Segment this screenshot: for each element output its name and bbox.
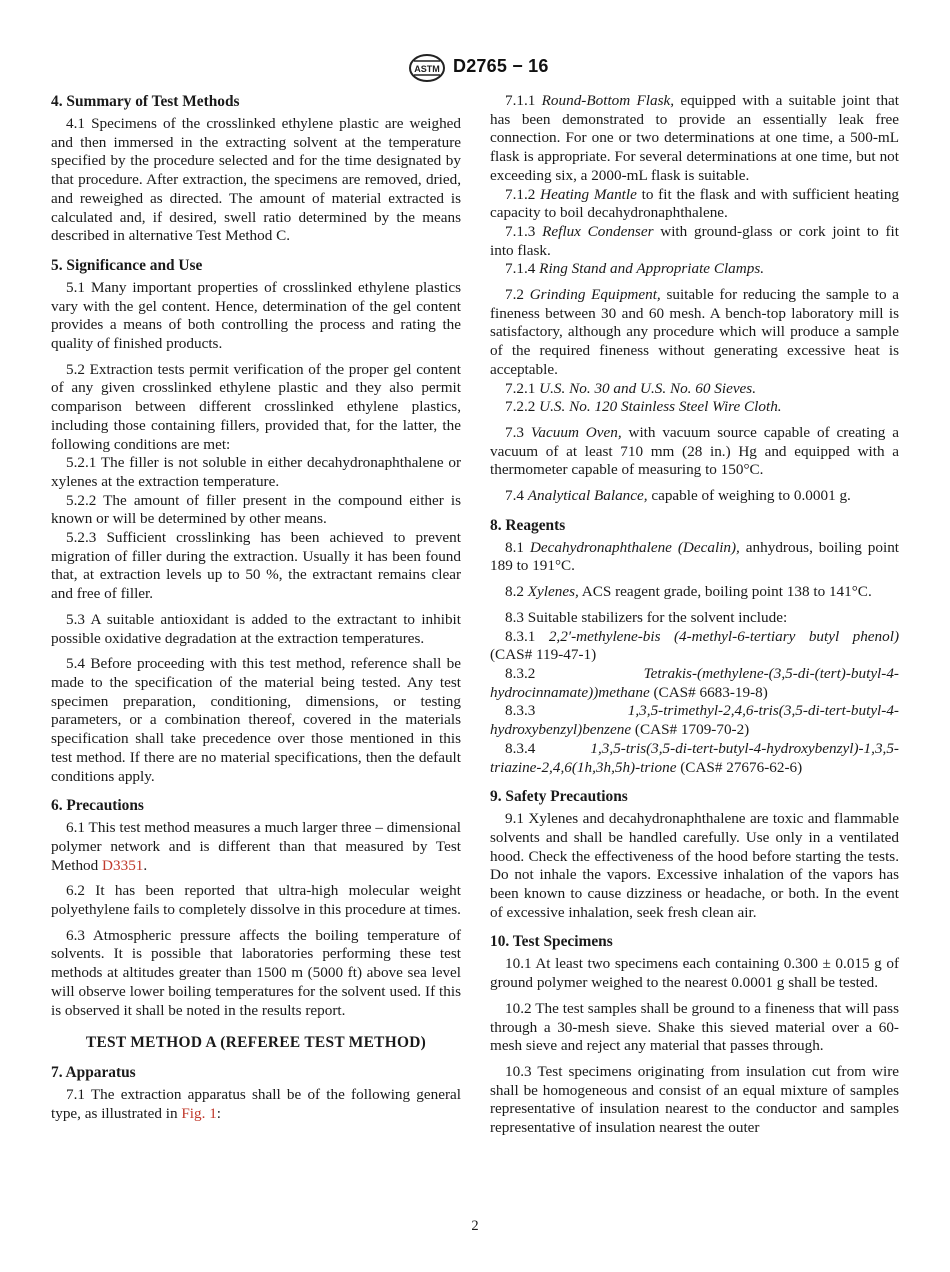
left-column [51, 92, 461, 1124]
paragraph-10-2: 10.2 The test samples shall be ground to a fineness that will pass through a 30-mesh sieve. Shake this sieved material over a 60-mesh sieve and reject any material that passes through. [490, 999, 899, 1055]
paragraph-7-2: 7.2 Grinding Equipment, suitable for reducing the sample to a fineness between 30 and 60 mesh. A bench-top laboratory mill is satisfactory, although any procedure which will produce a sample of the required fineness without generating excessive heat is acceptable. [490, 286, 899, 378]
paragraph-7-2-2: 7.2.2 U.S. No. 120 Stainless Steel Wire Cloth. [505, 398, 782, 416]
page-header [0, 52, 950, 86]
link-d3351[interactable]: D3351 [102, 856, 144, 874]
paragraph-7-2-1: 7.2.1 U.S. No. 30 and U.S. No. 60 Sieves. [505, 379, 757, 397]
astm-logo-icon [408, 53, 446, 83]
paragraph-8-2: 8.2 Xylenes, ACS reagent grade, boiling point 138 to 141°C. [505, 583, 872, 601]
paragraph-5-2-1: 5.2.1 The filler is not soluble in either decahydronaphthalene or xylenes at the extraction temperature. [51, 454, 461, 490]
paragraph-7-3: 7.3 Vacuum Oven, with vacuum source capable of creating a vacuum of at least 710 mm (28 in.) Hg and equipped with a thermometer capable of measuring to 150°C. [490, 423, 899, 479]
paragraph-5-2-2: 5.2.2 The amount of filler present in the compound either is known or will be determined by other means. [51, 491, 461, 528]
section-4-title: 4. Summary of Test Methods [51, 93, 240, 110]
paragraph-5-2: 5.2 Extraction tests permit verification of the proper gel content of any given crosslinked ethylene plastic and they also permit comparison between different crosslinked ethylene plastics, including those containing fillers, provided that, for the latter, the following conditions are met: [51, 360, 461, 453]
logo-text: ASTM [414, 64, 440, 74]
paragraph-4-1: 4.1 Specimens of the crosslinked ethylene plastic are weighed and then immersed in the extracting solvent at the temperature specified by the procedure selected and for the time designated by that procedure. After extraction, the specimens are removed, dried, and reweighed as directed. The amount of material extracted is calculated and, if desired, swell ratio determined by the means described in alternative Test Method C. [51, 115, 461, 245]
document-designation: D2765 − 16 [453, 56, 549, 76]
paragraph-8-3-3: 8.3.3 1,3,5-trimethyl-2,4,6-tris(3,5-di-tert-butyl-4-hydroxybenzyl)benzene (CAS# 1709-70-2) [490, 702, 899, 739]
paragraph-8-1: 8.1 Decahydronaphthalene (Decalin), anhydrous, boiling point 189 to 191°C. [490, 538, 900, 575]
paragraph-7-1-1: 7.1.1 Round-Bottom Flask, equipped with a suitable joint that has been demonstrated to provide an essentially leak free connection. For one or two determinations at one time, a 500-mL flask is appropriate. For several determinations at one time, but not exceeding six, a 2000-mL flask is suitable. [490, 92, 899, 184]
page-number: 2 [471, 1218, 479, 1234]
paragraph-5-1: 5.1 Many important properties of crosslinked ethylene plastics vary with the gel content. Hence, determination of the gel content provides a means of both controlling the process and rating the quality of finished products. [51, 278, 461, 353]
paragraph-7-4: 7.4 Analytical Balance, capable of weighing to 0.0001 g. [505, 487, 851, 505]
paragraph-5-3: 5.3 A suitable antioxidant is added to the extractant to inhibit possible oxidative degradation at the extraction temperatures. [51, 610, 461, 647]
paragraph-8-3: 8.3 Suitable stabilizers for the solvent include: [505, 608, 788, 626]
paragraph-8-3-2: 8.3.2 Tetrakis-(methylene-(3,5-di-(tert)-butyl-4-hydrocinnamate))methane (CAS# 6683-19-8) [490, 664, 899, 701]
section-6-title: 6. Precautions [51, 797, 144, 815]
link-fig-1[interactable]: Fig. 1 [181, 1104, 217, 1122]
right-column [490, 92, 899, 1138]
paragraph-6-3: 6.3 Atmospheric pressure affects the boiling temperature of solvents. It is possible that laboratories performing these test methods at altitudes greater than 1500 m (5000 ft) above sea level will observe lower boiling temperatures for the solvent used. If this is observed it shall be noted in the results report. [51, 926, 461, 1019]
paragraph-6-2: 6.2 It has been reported that ultra-high molecular weight polyethylene fails to completely dissolve in this procedure at times. [51, 882, 461, 919]
paragraph-7-1-2: 7.1.2 Heating Mantle to fit the flask and with sufficient heating capacity to boil decahydronaphthalene. [490, 185, 900, 222]
paragraph-10-3: 10.3 Test specimens originating from insulation cut from wire shall be homogeneous and consist of an equal mixture of samples representative of insulation nearest to the conductor and samples representative of insulation nearest the outer [490, 1062, 899, 1137]
paragraph-6-1: 6.1 This test method measures a much larger three – dimensional polymer network and is different than that measured by Test Method D3351. [51, 819, 461, 874]
paragraph-9-1: 9.1 Xylenes and decahydronaphthalene are toxic and flammable solvents and shall be handled carefully. Use only in a ventilated hood. Check the effectiveness of the hood before starting the tests. Do not inhale the vapors. Excessive inhalation of the vapors has been known to cause dizziness or headache, or both. In the event of excessive inhalation, seek fresh clean air. [490, 810, 899, 921]
paragraph-7-1: 7.1 The extraction apparatus shall be of the following general type, as illustrated in Fig. 1: [51, 1086, 461, 1122]
paragraph-8-3-4: 8.3.4 1,3,5-tris(3,5-di-tert-butyl-4-hydroxybenzyl)-1,3,5-triazine-2,4,6(1h,3h,5h)-trione (CAS# 27676-62-6) [490, 739, 899, 776]
paragraph-8-3-1: 8.3.1 2,2′-methylene-bis (4-methyl-6-tertiary butyl phenol) (CAS# 119-47-1) [490, 627, 900, 664]
paragraph-7-1-3: 7.1.3 Reflux Condenser with ground-glass or cork joint to fit into flask. [490, 222, 899, 259]
paragraph-5-2-3: 5.2.3 Sufficient crosslinking has been achieved to prevent migration of filler during the extraction. Usually it has been found that, at extraction levels up to 50 %, the extractant remains clear and free of filler. [51, 529, 461, 603]
section-10-title: 10. Test Specimens [490, 933, 613, 951]
paragraph-7-1-4: 7.1.4 Ring Stand and Appropriate Clamps. [505, 260, 765, 278]
section-9-title: 9. Safety Precautions [490, 788, 628, 806]
paragraph-5-4: 5.4 Before proceeding with this test method, reference shall be made to the specification of the material being tested. Any test specimen preparation, conditioning, dimensions, or testing parameters, or a combination thereof, covered in the materials specification shall take precedence over those mentioned in this test method. If there are no material specifications, then the default conditions apply. [51, 655, 461, 785]
section-5-title: 5. Significance and Use [51, 256, 203, 274]
test-method-a-title: TEST METHOD A (REFEREE TEST METHOD) [85, 1034, 427, 1052]
section-7-title: 7. Apparatus [51, 1064, 136, 1082]
paragraph-10-1: 10.1 At least two specimens each containing 0.300 ± 0.015 g of ground polymer weighed to the nearest 0.0001 g shall be tested. [490, 955, 899, 992]
section-8-title: 8. Reagents [490, 516, 566, 534]
